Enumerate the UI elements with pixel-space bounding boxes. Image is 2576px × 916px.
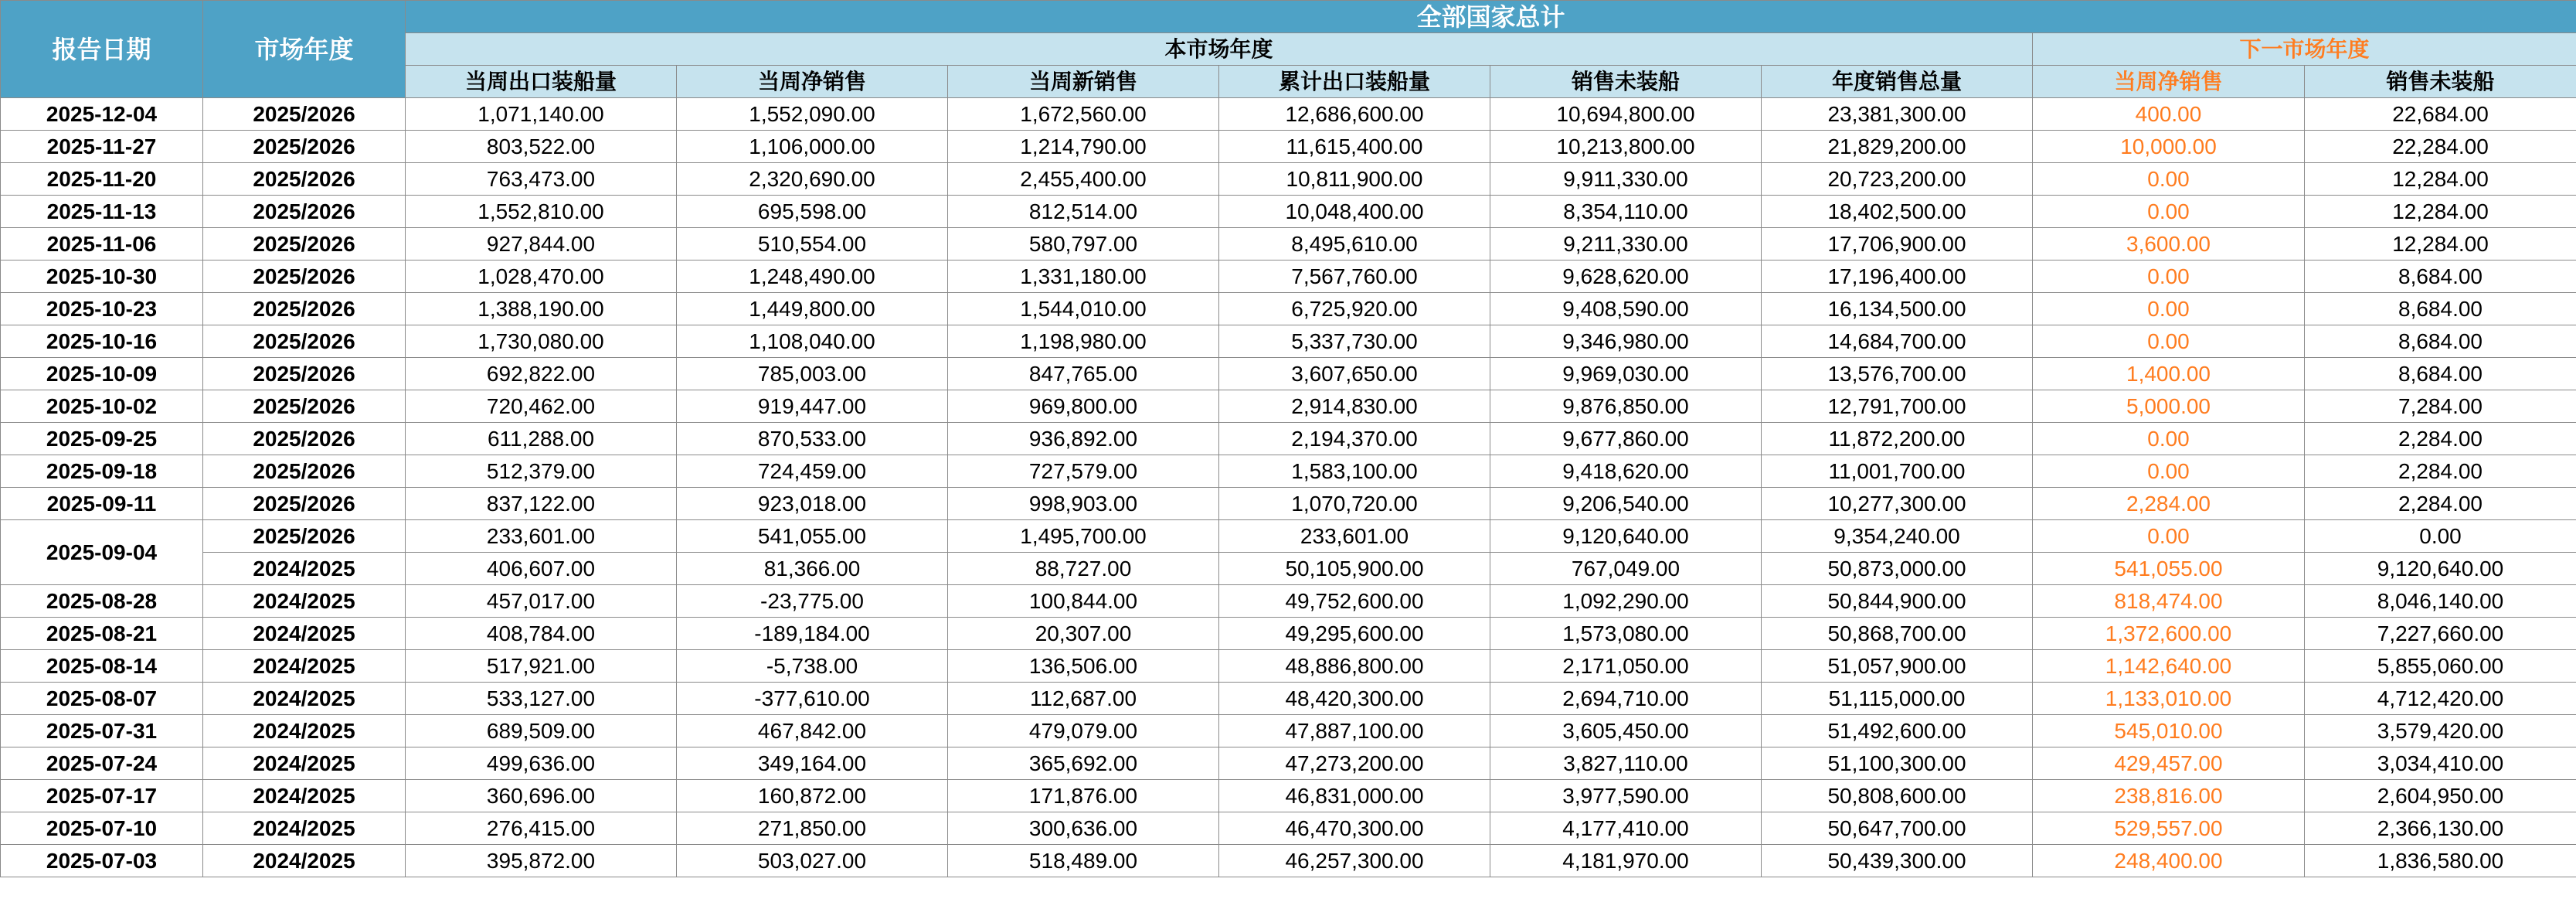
accumulated-exports-cell: 1,583,100.00 xyxy=(1219,455,1490,488)
outstanding-sales-cell: 9,206,540.00 xyxy=(1490,488,1762,520)
market-year-cell: 2025/2026 xyxy=(203,98,406,131)
next-outstanding-sales-cell: 9,120,640.00 xyxy=(2305,553,2576,585)
total-commitments-cell: 14,684,700.00 xyxy=(1762,325,2033,358)
table-row xyxy=(1,293,2576,325)
outstanding-sales-cell: 10,213,800.00 xyxy=(1490,131,1762,163)
market-year-cell: 2024/2025 xyxy=(203,650,406,683)
weekly-exports-cell: 692,822.00 xyxy=(406,358,677,390)
new-sales-cell: 812,514.00 xyxy=(948,196,1219,228)
weekly-exports-cell: 499,636.00 xyxy=(406,747,677,780)
net-sales-cell: 2,320,690.00 xyxy=(677,163,948,196)
weekly-exports-cell: 689,509.00 xyxy=(406,715,677,747)
new-sales-cell: 2,455,400.00 xyxy=(948,163,1219,196)
market-year-cell: 2024/2025 xyxy=(203,747,406,780)
next-outstanding-sales-cell: 3,034,410.00 xyxy=(2305,747,2576,780)
next-outstanding-sales-cell: 5,855,060.00 xyxy=(2305,650,2576,683)
table-row xyxy=(1,650,2576,683)
new-sales-cell: 969,800.00 xyxy=(948,390,1219,423)
accumulated-exports-cell: 49,295,600.00 xyxy=(1219,618,1490,650)
next-outstanding-sales-header: 销售未装船 xyxy=(2305,66,2576,98)
new-sales-cell: 518,489.00 xyxy=(948,845,1219,877)
table-row xyxy=(1,488,2576,520)
next-net-sales-cell: 0.00 xyxy=(2033,423,2305,455)
next-net-sales-cell: 5,000.00 xyxy=(2033,390,2305,423)
total-commitments-cell: 50,647,700.00 xyxy=(1762,812,2033,845)
outstanding-sales-cell: 2,694,710.00 xyxy=(1490,683,1762,715)
market-year-cell: 2025/2026 xyxy=(203,228,406,260)
next-net-sales-cell: 529,557.00 xyxy=(2033,812,2305,845)
report-date-cell: 2025-09-04 xyxy=(1,520,203,585)
market-year-cell: 2024/2025 xyxy=(203,845,406,877)
new-sales-cell: 1,495,700.00 xyxy=(948,520,1219,553)
new-sales-cell: 479,079.00 xyxy=(948,715,1219,747)
next-market-year-header: 下一市场年度 xyxy=(2033,33,2576,66)
outstanding-sales-cell: 8,354,110.00 xyxy=(1490,196,1762,228)
market-year-cell: 2024/2025 xyxy=(203,618,406,650)
weekly-exports-cell: 1,552,810.00 xyxy=(406,196,677,228)
outstanding-sales-cell: 9,211,330.00 xyxy=(1490,228,1762,260)
next-outstanding-sales-cell: 1,836,580.00 xyxy=(2305,845,2576,877)
next-outstanding-sales-cell: 7,284.00 xyxy=(2305,390,2576,423)
next-outstanding-sales-cell: 22,284.00 xyxy=(2305,131,2576,163)
weekly-exports-cell: 837,122.00 xyxy=(406,488,677,520)
new-sales-header: 当周新销售 xyxy=(948,66,1219,98)
report-date-header: 报告日期 xyxy=(1,1,203,98)
report-date-cell: 2025-11-06 xyxy=(1,228,203,260)
report-date-cell: 2025-07-10 xyxy=(1,812,203,845)
report-date-cell: 2025-07-31 xyxy=(1,715,203,747)
accumulated-exports-cell: 46,470,300.00 xyxy=(1219,812,1490,845)
net-sales-cell: 870,533.00 xyxy=(677,423,948,455)
market-year-cell: 2024/2025 xyxy=(203,683,406,715)
outstanding-sales-cell: 9,911,330.00 xyxy=(1490,163,1762,196)
total-commitments-cell: 51,492,600.00 xyxy=(1762,715,2033,747)
report-date-cell: 2025-10-16 xyxy=(1,325,203,358)
net-sales-cell: 1,449,800.00 xyxy=(677,293,948,325)
accumulated-exports-cell: 10,811,900.00 xyxy=(1219,163,1490,196)
report-date-cell: 2025-10-23 xyxy=(1,293,203,325)
outstanding-sales-cell: 9,628,620.00 xyxy=(1490,260,1762,293)
next-net-sales-cell: 0.00 xyxy=(2033,520,2305,553)
next-net-sales-cell: 2,284.00 xyxy=(2033,488,2305,520)
accumulated-exports-cell: 12,686,600.00 xyxy=(1219,98,1490,131)
outstanding-sales-cell: 4,177,410.00 xyxy=(1490,812,1762,845)
next-outstanding-sales-cell: 12,284.00 xyxy=(2305,196,2576,228)
table-row xyxy=(1,715,2576,747)
outstanding-sales-cell: 9,418,620.00 xyxy=(1490,455,1762,488)
table-row xyxy=(1,585,2576,618)
outstanding-sales-cell: 9,969,030.00 xyxy=(1490,358,1762,390)
weekly-exports-cell: 512,379.00 xyxy=(406,455,677,488)
market-year-cell: 2025/2026 xyxy=(203,455,406,488)
next-outstanding-sales-cell: 2,284.00 xyxy=(2305,488,2576,520)
total-commitments-cell: 50,868,700.00 xyxy=(1762,618,2033,650)
report-date-cell: 2025-12-04 xyxy=(1,98,203,131)
accumulated-exports-cell: 10,048,400.00 xyxy=(1219,196,1490,228)
report-date-cell: 2025-08-28 xyxy=(1,585,203,618)
next-outstanding-sales-cell: 22,684.00 xyxy=(2305,98,2576,131)
report-date-cell: 2025-07-17 xyxy=(1,780,203,812)
total-commitments-cell: 50,808,600.00 xyxy=(1762,780,2033,812)
net-sales-cell: -23,775.00 xyxy=(677,585,948,618)
weekly-exports-cell: 1,388,190.00 xyxy=(406,293,677,325)
table-body xyxy=(1,98,2576,877)
net-sales-header: 当周净销售 xyxy=(677,66,948,98)
market-year-cell: 2025/2026 xyxy=(203,390,406,423)
accumulated-exports-cell: 233,601.00 xyxy=(1219,520,1490,553)
next-net-sales-cell: 3,600.00 xyxy=(2033,228,2305,260)
market-year-cell: 2024/2025 xyxy=(203,715,406,747)
weekly-exports-cell: 1,028,470.00 xyxy=(406,260,677,293)
net-sales-cell: 81,366.00 xyxy=(677,553,948,585)
next-net-sales-cell: 1,142,640.00 xyxy=(2033,650,2305,683)
total-commitments-cell: 20,723,200.00 xyxy=(1762,163,2033,196)
weekly-exports-cell: 1,730,080.00 xyxy=(406,325,677,358)
total-commitments-cell: 18,402,500.00 xyxy=(1762,196,2033,228)
outstanding-sales-cell: 9,677,860.00 xyxy=(1490,423,1762,455)
total-commitments-cell: 9,354,240.00 xyxy=(1762,520,2033,553)
next-outstanding-sales-cell: 8,046,140.00 xyxy=(2305,585,2576,618)
next-outstanding-sales-cell: 4,712,420.00 xyxy=(2305,683,2576,715)
report-date-cell: 2025-11-13 xyxy=(1,196,203,228)
weekly-exports-cell: 457,017.00 xyxy=(406,585,677,618)
next-net-sales-cell: 0.00 xyxy=(2033,293,2305,325)
accumulated-exports-cell: 1,070,720.00 xyxy=(1219,488,1490,520)
outstanding-sales-cell: 2,171,050.00 xyxy=(1490,650,1762,683)
market-year-cell: 2025/2026 xyxy=(203,131,406,163)
net-sales-cell: 503,027.00 xyxy=(677,845,948,877)
report-date-cell: 2025-11-27 xyxy=(1,131,203,163)
accumulated-exports-cell: 46,831,000.00 xyxy=(1219,780,1490,812)
table-row xyxy=(1,683,2576,715)
total-commitments-cell: 50,844,900.00 xyxy=(1762,585,2033,618)
outstanding-sales-cell: 9,346,980.00 xyxy=(1490,325,1762,358)
table-row xyxy=(1,618,2576,650)
outstanding-sales-cell: 3,827,110.00 xyxy=(1490,747,1762,780)
next-net-sales-cell: 238,816.00 xyxy=(2033,780,2305,812)
report-date-cell: 2025-10-09 xyxy=(1,358,203,390)
new-sales-cell: 20,307.00 xyxy=(948,618,1219,650)
total-commitments-cell: 16,134,500.00 xyxy=(1762,293,2033,325)
new-sales-cell: 100,844.00 xyxy=(948,585,1219,618)
net-sales-cell: 160,872.00 xyxy=(677,780,948,812)
new-sales-cell: 727,579.00 xyxy=(948,455,1219,488)
total-commitments-cell: 17,706,900.00 xyxy=(1762,228,2033,260)
next-net-sales-cell: 0.00 xyxy=(2033,196,2305,228)
report-date-cell: 2025-08-21 xyxy=(1,618,203,650)
table-header xyxy=(1,1,2576,98)
table-row xyxy=(1,747,2576,780)
next-outstanding-sales-cell: 2,284.00 xyxy=(2305,423,2576,455)
total-commitments-cell: 51,057,900.00 xyxy=(1762,650,2033,683)
next-outstanding-sales-cell: 2,284.00 xyxy=(2305,455,2576,488)
market-year-cell: 2025/2026 xyxy=(203,196,406,228)
new-sales-cell: 1,331,180.00 xyxy=(948,260,1219,293)
table-row xyxy=(1,260,2576,293)
weekly-exports-cell: 927,844.00 xyxy=(406,228,677,260)
report-date-cell: 2025-09-25 xyxy=(1,423,203,455)
market-year-cell: 2025/2026 xyxy=(203,325,406,358)
new-sales-cell: 88,727.00 xyxy=(948,553,1219,585)
total-commitments-cell: 51,100,300.00 xyxy=(1762,747,2033,780)
current-market-year-header: 本市场年度 xyxy=(406,33,2033,66)
accumulated-exports-cell: 8,495,610.00 xyxy=(1219,228,1490,260)
outstanding-sales-cell: 10,694,800.00 xyxy=(1490,98,1762,131)
accumulated-exports-cell: 11,615,400.00 xyxy=(1219,131,1490,163)
weekly-exports-cell: 408,784.00 xyxy=(406,618,677,650)
next-outstanding-sales-cell: 8,684.00 xyxy=(2305,358,2576,390)
table-row xyxy=(1,196,2576,228)
net-sales-cell: -377,610.00 xyxy=(677,683,948,715)
market-year-cell: 2025/2026 xyxy=(203,520,406,553)
accumulated-exports-cell: 48,886,800.00 xyxy=(1219,650,1490,683)
new-sales-cell: 136,506.00 xyxy=(948,650,1219,683)
weekly-exports-cell: 720,462.00 xyxy=(406,390,677,423)
net-sales-cell: 349,164.00 xyxy=(677,747,948,780)
accumulated-exports-cell: 3,607,650.00 xyxy=(1219,358,1490,390)
next-net-sales-cell: 10,000.00 xyxy=(2033,131,2305,163)
table-row xyxy=(1,163,2576,196)
net-sales-cell: 541,055.00 xyxy=(677,520,948,553)
weekly-exports-cell: 395,872.00 xyxy=(406,845,677,877)
accumulated-exports-cell: 2,914,830.00 xyxy=(1219,390,1490,423)
net-sales-cell: 467,842.00 xyxy=(677,715,948,747)
market-year-cell: 2024/2025 xyxy=(203,812,406,845)
net-sales-cell: 695,598.00 xyxy=(677,196,948,228)
total-commitments-cell: 11,001,700.00 xyxy=(1762,455,2033,488)
report-date-cell: 2025-07-24 xyxy=(1,747,203,780)
outstanding-sales-cell: 9,120,640.00 xyxy=(1490,520,1762,553)
outstanding-sales-cell: 9,876,850.00 xyxy=(1490,390,1762,423)
total-commitments-cell: 12,791,700.00 xyxy=(1762,390,2033,423)
new-sales-cell: 936,892.00 xyxy=(948,423,1219,455)
table-row xyxy=(1,780,2576,812)
table-row xyxy=(1,228,2576,260)
next-net-sales-cell: 1,133,010.00 xyxy=(2033,683,2305,715)
next-net-sales-cell: 545,010.00 xyxy=(2033,715,2305,747)
new-sales-cell: 998,903.00 xyxy=(948,488,1219,520)
outstanding-sales-cell: 3,605,450.00 xyxy=(1490,715,1762,747)
table-row xyxy=(1,131,2576,163)
outstanding-sales-cell: 4,181,970.00 xyxy=(1490,845,1762,877)
table-row xyxy=(1,812,2576,845)
new-sales-cell: 171,876.00 xyxy=(948,780,1219,812)
outstanding-sales-cell: 767,049.00 xyxy=(1490,553,1762,585)
total-commitments-header: 年度销售总量 xyxy=(1762,66,2033,98)
weekly-exports-cell: 360,696.00 xyxy=(406,780,677,812)
next-net-sales-cell: 0.00 xyxy=(2033,325,2305,358)
accumulated-exports-header: 累计出口装船量 xyxy=(1219,66,1490,98)
next-outstanding-sales-cell: 12,284.00 xyxy=(2305,163,2576,196)
outstanding-sales-cell: 1,092,290.00 xyxy=(1490,585,1762,618)
next-outstanding-sales-cell: 3,579,420.00 xyxy=(2305,715,2576,747)
next-net-sales-cell: 400.00 xyxy=(2033,98,2305,131)
market-year-cell: 2025/2026 xyxy=(203,260,406,293)
total-commitments-cell: 50,873,000.00 xyxy=(1762,553,2033,585)
accumulated-exports-cell: 5,337,730.00 xyxy=(1219,325,1490,358)
next-net-sales-cell: 1,372,600.00 xyxy=(2033,618,2305,650)
next-net-sales-cell: 248,400.00 xyxy=(2033,845,2305,877)
market-year-cell: 2025/2026 xyxy=(203,423,406,455)
table-row xyxy=(1,845,2576,877)
total-commitments-cell: 17,196,400.00 xyxy=(1762,260,2033,293)
market-year-cell: 2025/2026 xyxy=(203,488,406,520)
net-sales-cell: 1,552,090.00 xyxy=(677,98,948,131)
next-outstanding-sales-cell: 2,366,130.00 xyxy=(2305,812,2576,845)
next-net-sales-cell: 541,055.00 xyxy=(2033,553,2305,585)
accumulated-exports-cell: 46,257,300.00 xyxy=(1219,845,1490,877)
all-countries-total-header: 全部国家总计 xyxy=(406,1,2576,33)
next-net-sales-cell: 1,400.00 xyxy=(2033,358,2305,390)
table-row xyxy=(1,358,2576,390)
new-sales-cell: 1,544,010.00 xyxy=(948,293,1219,325)
new-sales-cell: 580,797.00 xyxy=(948,228,1219,260)
market-year-header: 市场年度 xyxy=(203,1,406,98)
outstanding-sales-cell: 3,977,590.00 xyxy=(1490,780,1762,812)
new-sales-cell: 300,636.00 xyxy=(948,812,1219,845)
weekly-exports-header: 当周出口装船量 xyxy=(406,66,677,98)
table-row xyxy=(1,98,2576,131)
total-commitments-cell: 21,829,200.00 xyxy=(1762,131,2033,163)
market-year-cell: 2024/2025 xyxy=(203,553,406,585)
total-commitments-cell: 50,439,300.00 xyxy=(1762,845,2033,877)
total-commitments-cell: 10,277,300.00 xyxy=(1762,488,2033,520)
report-date-cell: 2025-10-02 xyxy=(1,390,203,423)
market-year-cell: 2024/2025 xyxy=(203,585,406,618)
table-row xyxy=(1,520,2576,553)
net-sales-cell: -5,738.00 xyxy=(677,650,948,683)
net-sales-cell: 271,850.00 xyxy=(677,812,948,845)
table-row xyxy=(1,455,2576,488)
new-sales-cell: 1,672,560.00 xyxy=(948,98,1219,131)
accumulated-exports-cell: 47,887,100.00 xyxy=(1219,715,1490,747)
table-row xyxy=(1,390,2576,423)
net-sales-cell: 923,018.00 xyxy=(677,488,948,520)
net-sales-cell: 724,459.00 xyxy=(677,455,948,488)
weekly-exports-cell: 803,522.00 xyxy=(406,131,677,163)
next-outstanding-sales-cell: 8,684.00 xyxy=(2305,325,2576,358)
report-date-cell: 2025-09-11 xyxy=(1,488,203,520)
accumulated-exports-cell: 7,567,760.00 xyxy=(1219,260,1490,293)
accumulated-exports-cell: 6,725,920.00 xyxy=(1219,293,1490,325)
accumulated-exports-cell: 2,194,370.00 xyxy=(1219,423,1490,455)
net-sales-cell: 785,003.00 xyxy=(677,358,948,390)
market-year-cell: 2024/2025 xyxy=(203,780,406,812)
new-sales-cell: 1,198,980.00 xyxy=(948,325,1219,358)
total-commitments-cell: 51,115,000.00 xyxy=(1762,683,2033,715)
new-sales-cell: 1,214,790.00 xyxy=(948,131,1219,163)
next-net-sales-header: 当周净销售 xyxy=(2033,66,2305,98)
report-date-cell: 2025-10-30 xyxy=(1,260,203,293)
next-outstanding-sales-cell: 2,604,950.00 xyxy=(2305,780,2576,812)
next-net-sales-cell: 0.00 xyxy=(2033,260,2305,293)
weekly-exports-cell: 533,127.00 xyxy=(406,683,677,715)
outstanding-sales-cell: 9,408,590.00 xyxy=(1490,293,1762,325)
report-date-cell: 2025-09-18 xyxy=(1,455,203,488)
total-commitments-cell: 11,872,200.00 xyxy=(1762,423,2033,455)
report-date-cell: 2025-11-20 xyxy=(1,163,203,196)
total-commitments-cell: 23,381,300.00 xyxy=(1762,98,2033,131)
weekly-exports-cell: 517,921.00 xyxy=(406,650,677,683)
accumulated-exports-cell: 47,273,200.00 xyxy=(1219,747,1490,780)
net-sales-cell: -189,184.00 xyxy=(677,618,948,650)
net-sales-cell: 1,108,040.00 xyxy=(677,325,948,358)
report-date-cell: 2025-08-14 xyxy=(1,650,203,683)
table-row xyxy=(1,325,2576,358)
weekly-exports-cell: 406,607.00 xyxy=(406,553,677,585)
next-outstanding-sales-cell: 12,284.00 xyxy=(2305,228,2576,260)
new-sales-cell: 365,692.00 xyxy=(948,747,1219,780)
net-sales-cell: 510,554.00 xyxy=(677,228,948,260)
outstanding-sales-cell: 1,573,080.00 xyxy=(1490,618,1762,650)
weekly-exports-cell: 276,415.00 xyxy=(406,812,677,845)
weekly-exports-cell: 233,601.00 xyxy=(406,520,677,553)
accumulated-exports-cell: 50,105,900.00 xyxy=(1219,553,1490,585)
weekly-exports-cell: 611,288.00 xyxy=(406,423,677,455)
next-net-sales-cell: 0.00 xyxy=(2033,455,2305,488)
new-sales-cell: 112,687.00 xyxy=(948,683,1219,715)
next-net-sales-cell: 429,457.00 xyxy=(2033,747,2305,780)
report-date-cell: 2025-08-07 xyxy=(1,683,203,715)
accumulated-exports-cell: 48,420,300.00 xyxy=(1219,683,1490,715)
market-year-cell: 2025/2026 xyxy=(203,163,406,196)
net-sales-cell: 919,447.00 xyxy=(677,390,948,423)
weekly-exports-cell: 763,473.00 xyxy=(406,163,677,196)
table-row xyxy=(1,553,2576,585)
next-outstanding-sales-cell: 7,227,660.00 xyxy=(2305,618,2576,650)
net-sales-cell: 1,248,490.00 xyxy=(677,260,948,293)
table-row xyxy=(1,423,2576,455)
next-net-sales-cell: 818,474.00 xyxy=(2033,585,2305,618)
next-outstanding-sales-cell: 0.00 xyxy=(2305,520,2576,553)
report-date-cell: 2025-07-03 xyxy=(1,845,203,877)
new-sales-cell: 847,765.00 xyxy=(948,358,1219,390)
market-year-cell: 2025/2026 xyxy=(203,293,406,325)
net-sales-cell: 1,106,000.00 xyxy=(677,131,948,163)
accumulated-exports-cell: 49,752,600.00 xyxy=(1219,585,1490,618)
market-year-cell: 2025/2026 xyxy=(203,358,406,390)
outstanding-sales-header: 销售未装船 xyxy=(1490,66,1762,98)
next-outstanding-sales-cell: 8,684.00 xyxy=(2305,293,2576,325)
next-outstanding-sales-cell: 8,684.00 xyxy=(2305,260,2576,293)
weekly-exports-cell: 1,071,140.00 xyxy=(406,98,677,131)
total-commitments-cell: 13,576,700.00 xyxy=(1762,358,2033,390)
next-net-sales-cell: 0.00 xyxy=(2033,163,2305,196)
